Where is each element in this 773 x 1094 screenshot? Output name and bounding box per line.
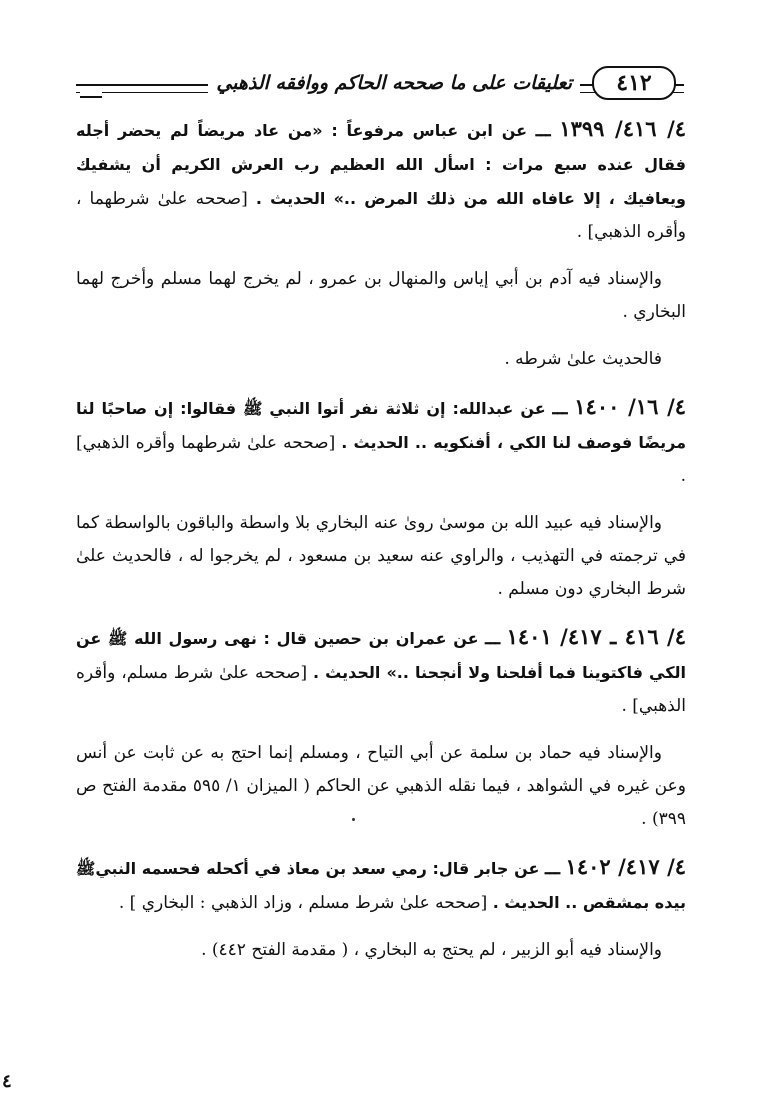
entry-note: والإسناد فيه أبو الزبير ، لم يحتج به البخاري ، ( مقدمة الفتح ٤٤٢) . <box>201 940 662 960</box>
entry-note: والإسناد فيه آدم بن أبي إياس والمنهال بن عمرو ، لم يخرج لهما مسلم وأخرج لهما البخاري . <box>76 269 686 322</box>
print-speck <box>352 818 355 821</box>
signature-mark: ٤ <box>2 1071 12 1092</box>
header-bars-ornament <box>80 84 102 98</box>
entry-dash: ـــ <box>552 399 568 419</box>
hadith-entry <box>76 620 686 723</box>
hadith-entry <box>76 850 686 920</box>
entry-grading: [صححه علىٰ شرط مسلم، وأقره الذهبي] . <box>76 663 686 716</box>
entry-note: والإسناد فيه عبيد الله بن موسىٰ روىٰ عنه البخاري بلا واسطة والباقون بالواسطة كما في ترجمته في التهذيب ، والراوي عنه سعيد بن مسعود ، لم يخرجوا له ، فالحديث علىٰ شرط البخاري دون مسلم . <box>76 513 686 599</box>
page-number: ٤١٢ <box>592 66 676 100</box>
entry-grading: [صححه علىٰ شرط مسلم ، وزاد الذهبي : البخاري ] . <box>118 893 488 913</box>
entry-number: ٤/ ٤١٦ ـ ٤١٧/ ١٤٠١ <box>506 624 687 649</box>
entry-dash: ـــ <box>545 859 560 879</box>
entry-note: فالحديث علىٰ شرطه . <box>504 349 662 369</box>
entry-text: عن عمران بن حصين قال : نهى رسول الله ﷺ عن الكي فاكتوينا فما أفلحنا ولا أنجحنا ..» الحديث . <box>76 629 687 682</box>
entry-text: عن جابر قال: رمي سعد بن معاذ في أكحله فحسمه النبيﷺ بيده بمشقص .. الحديث . <box>76 859 686 912</box>
entry-number: ٤/ ٤١٧/ ١٤٠٢ <box>565 854 687 879</box>
entry-text: عن عبدالله: إن ثلاثة نفر أتوا النبي ﷺ فقالوا: إن صاحبًا لنا مريضًا فوصف لنا الكي ، أفنكويه .. الحديث . <box>76 399 686 452</box>
entry-number: ٤/ ٤١٦/ ١٣٩٩ <box>559 116 687 141</box>
hadith-entry <box>76 112 686 249</box>
page-body <box>76 112 686 981</box>
entry-dash: ـــ <box>535 121 551 141</box>
entry-grading: [صححه علىٰ شرطهما ، وأقره الذهبي] . <box>76 189 686 242</box>
entry-number: ٤/ ١٦/ ١٤٠٠ <box>574 394 687 419</box>
hadith-entry <box>76 390 686 493</box>
entry-dash: ـــ <box>485 629 501 649</box>
entry-grading: [صححه علىٰ شرطهما وأقره الذهبي] . <box>76 433 686 486</box>
page-header <box>76 62 684 104</box>
entry-text: عن ابن عباس مرفوعاً : «من عاد مريضاً لم يحضر أجله فقال عنده سبع مرات : اسأل الله العظيم رب العرش الكريم أن يشفيك ويعافيك ، إلا عافاه الله من ذلك المرض ..» الحديث . <box>76 121 686 208</box>
running-title: تعليقات على ما صححه الحاكم ووافقه الذهبي <box>208 72 580 94</box>
entry-note: والإسناد فيه حماد بن سلمة عن أبي التياح ، ومسلم إنما احتج به عن ثابت عن أنس وعن غيره في الشواهد ، فيما نقله الذهبي عن الحاكم ( الميزان ١/ ٥٩٥ مقدمة الفتح ص ٣٩٩) . <box>76 743 686 829</box>
